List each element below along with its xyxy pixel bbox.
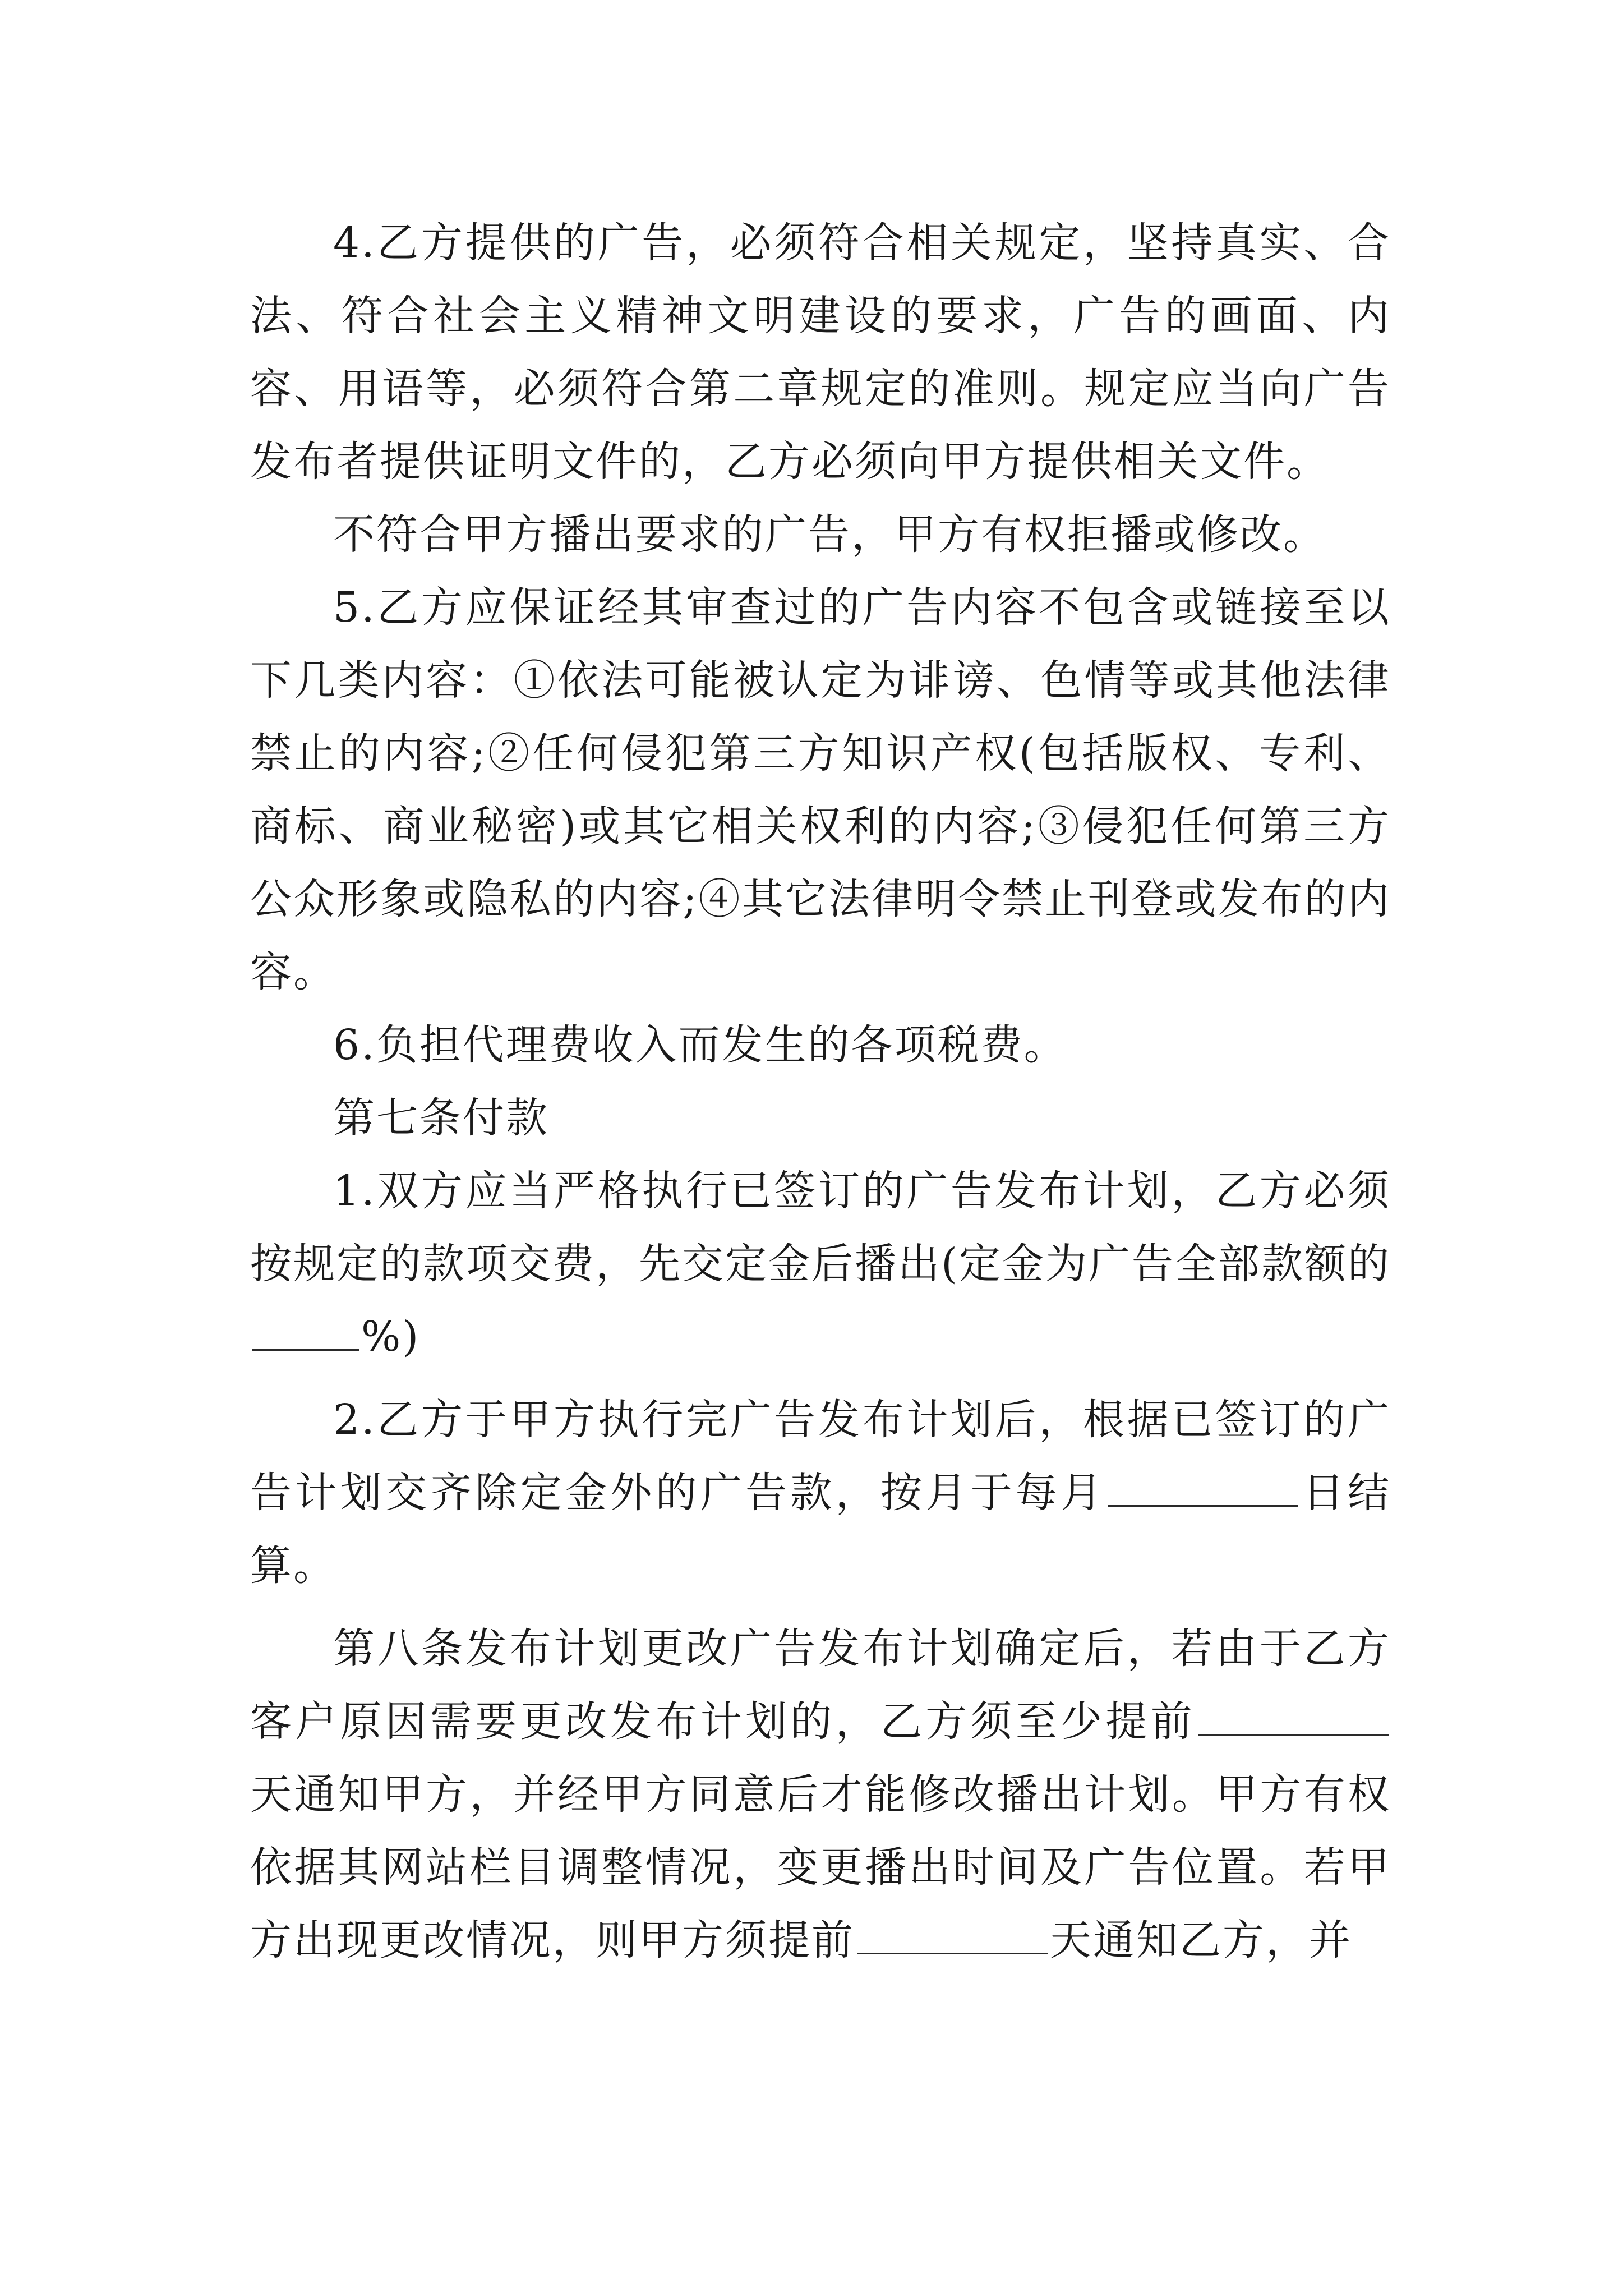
clause-4-text: 4.乙方提供的广告，必须符合相关规定，坚持真实、合法、符合社会主义精神文明建设的要求，广告的画面、内容、用语等，必须符合第二章规定的准则。规定应当向广告发布者提供证明文件的，乙方必须向甲方提供相关文件。	[250, 219, 1391, 486]
payment-clause-1-text: 1.双方应当严格执行已签订的广告发布计划，乙方必须按规定的款项交费，先交定金后播出(定金为广告全部款额的	[250, 1167, 1391, 1288]
party-a-notice-days-blank	[857, 1908, 1048, 1954]
article-8-suffix: 天通知乙方，并	[1050, 1916, 1352, 1964]
refusal-text: 不符合甲方播出要求的广告，甲方有权拒播或修改。	[333, 510, 1326, 559]
payment-clause-2-paragraph	[250, 1383, 1391, 1602]
settlement-day-blank	[1108, 1460, 1298, 1507]
document-body	[250, 206, 1391, 1977]
payment-clause-1-suffix: %)	[361, 1313, 421, 1361]
clause-6-text: 6.负担代理费收入而发生的各项税费。	[333, 1021, 1067, 1069]
deposit-percent-blank	[252, 1304, 359, 1351]
article-7-heading	[250, 1082, 1391, 1154]
article-8-middle-text: 天通知甲方，并经甲方同意后才能修改播出计划。甲方有权依据其网站栏目调整情况，变更播出时间及广告位置。若甲方出现更改情况，则甲方须提前	[250, 1770, 1391, 1964]
article-7-title: 第七条付款	[333, 1094, 549, 1142]
payment-clause-2-suffix: 日结算。	[250, 1469, 1391, 1590]
refusal-paragraph	[250, 498, 1391, 571]
payment-clause-2-text: 2.乙方于甲方执行完广告发布计划后，根据已签订的广告计划交齐除定金外的广告款，按月于每月	[250, 1396, 1391, 1517]
payment-clause-1-paragraph	[250, 1154, 1391, 1373]
clause-4-paragraph	[250, 206, 1391, 498]
clause-5-text: 5.乙方应保证经其审查过的广告内容不包含或链接至以下几类内容：①依法可能被认定为诽谤、色情等或其他法律禁止的内容;②任何侵犯第三方知识产权(包括版权、专利、商标、商业秘密)或其它相关权利的内容;③侵犯任何第三方公众形象或隐私的内容;④其它法律明令禁止刊登或发布的内容。	[250, 583, 1391, 996]
article-8-paragraph	[250, 1612, 1391, 1977]
clause-5-paragraph	[250, 571, 1391, 1009]
client-notice-days-blank	[1198, 1689, 1389, 1736]
clause-6-paragraph	[250, 1009, 1391, 1082]
article-8-text: 第八条发布计划更改广告发布计划确定后，若由于乙方客户原因需要更改发布计划的，乙方须至少提前	[250, 1625, 1391, 1746]
